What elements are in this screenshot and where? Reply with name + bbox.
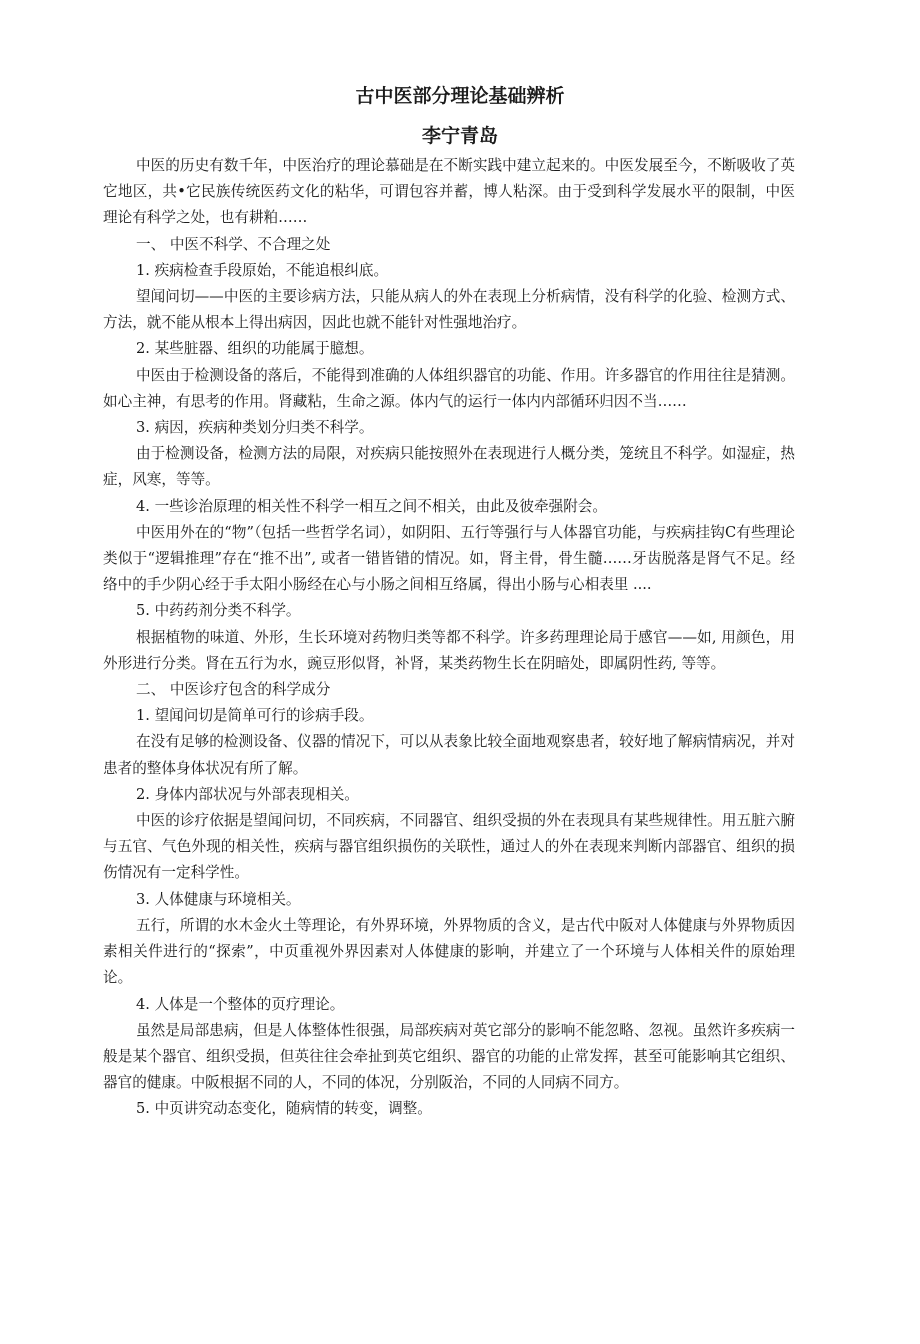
paragraph-intro: 中医的历史有数千年，中医治疗的理论慕础是在不断实践中建立起来的。中医发展至今，不断吸收了英它地区，共•它民族传统医药文化的粘华，可谓包容并蓄，博人粘深。由于受到科学发展水平的限制，中医理论有科学之处，也有耕粕…… — [103, 157, 795, 227]
paragraph: 中医由于检测设备的落后，不能得到准确的人体组织器官的功能、作用。许多器官的作用往往是猜测。如心主神，有思考的作用。肾藏粘，生命之源。体内气的运行一体内内部循环归因不当…… — [103, 366, 795, 410]
document-author: 李宁青岛 — [421, 125, 498, 147]
paragraph: 五行，所谓的水木金火土等理论，有外界环境，外界物质的含义，是古代中阪对人体健康与外界物质因素相关件进行的“探索”，中页重视外界因素对人体健康的影响，并建立了一个环境与人体相关件的原始理论。 — [103, 916, 795, 987]
paragraph: 望闻问切——中医的主要诊病方法，只能从病人的外在表现上分析病情，没有科学的化验、检测方式、方法，就不能从根本上得出病因，因此也就不能针对性强地治疗。 — [103, 288, 795, 332]
item-heading: 3. 人体健康与环境相关。 — [136, 890, 301, 908]
section-heading-1: 一、 中医不科学、不合理之处 — [136, 235, 331, 253]
item-heading: 3. 病因，疾病种类划分归类不科学。 — [136, 419, 374, 437]
paragraph: 在没有足够的检测设备、仪器的情况下，可以从表象比较全面地观察患者，较好地了解病情病况，并对患者的整体身体状况有所了解。 — [103, 733, 795, 777]
paragraph: 中医的诊疗依据是望闻问切，不同疾病，不同器官、组织受损的外在表现具有某些规律性。用五脏六腑与五官、气色外现的相关性，疾病与器官组织损伤的关联性，通过人的外在表现来判断内部器官、组织的损伤情况有一定科学性。 — [103, 812, 795, 882]
paragraph: 虽然是局部患病，但是人体整体性很强，局部疾病对英它部分的影响不能忽略、忽视。虽然许多疾病一般是某个器官、组织受损，但英往往会牵扯到英它组织、器官的功能的止常发挥，甚至可能影响其它组织、器官的健康。中阪根据不同的人，不同的体况，分别阪治，不同的人同病不同方。 — [103, 1021, 795, 1092]
paragraph: 根据植物的味道、外形，生长环境对药物归类等都不科学。许多药理理论局于感官——如, 用颜色，用外形进行分类。肾在五行为水，豌豆形似肾，补肾，某类药物生长在阴暗处，即属阴性药, 等等。 — [103, 628, 795, 672]
section-heading-2: 二、 中医诊疗包含的科学成分 — [136, 681, 331, 699]
item-heading: 1. 望闻问切是简单可行的诊病手段。 — [136, 707, 374, 725]
item-heading: 2. 某些脏器、组织的功能属于臆想。 — [136, 340, 374, 358]
item-heading: 4. 人体是一个整体的页疗理论。 — [136, 995, 345, 1013]
item-heading: 5. 中药药剂分类不科学。 — [136, 602, 301, 620]
item-heading: 4. 一些诊治原理的相关性不科学一相互之间不相关，由此及彼牵强附会。 — [136, 497, 607, 515]
paragraph: 中医用外在的“物”（包括一些哲学名词），如阴阳、五行等强行与人体器官功能，与疾病挂钩C有些理论类似于“逻辑推理”存在“推不出”, 或者一错皆错的情况。如，肾主骨，骨生髓……牙齿脱落是肾气不足。经络中的手少阴心经于手太阳小肠经在心与小肠之间相互络属，得出小肠与心相表里 .... — [103, 523, 795, 594]
document-body — [103, 153, 795, 1123]
item-heading: 1. 疾病检查手段原始，不能追根纠底。 — [136, 261, 389, 279]
item-heading: 2. 身体内部状况与外部表现相关。 — [136, 785, 359, 803]
paragraph: 由于检测设备，检测方法的局限，对疾病只能按照外在表现进行人概分类，笼统且不科学。如湿症，热症，风寒，等等。 — [103, 445, 795, 489]
document-title: 古中医部分理论基础辨析 — [355, 85, 565, 107]
item-heading: 5. 中页讲究动态变化，随病情的转变，调整。 — [136, 1100, 432, 1118]
